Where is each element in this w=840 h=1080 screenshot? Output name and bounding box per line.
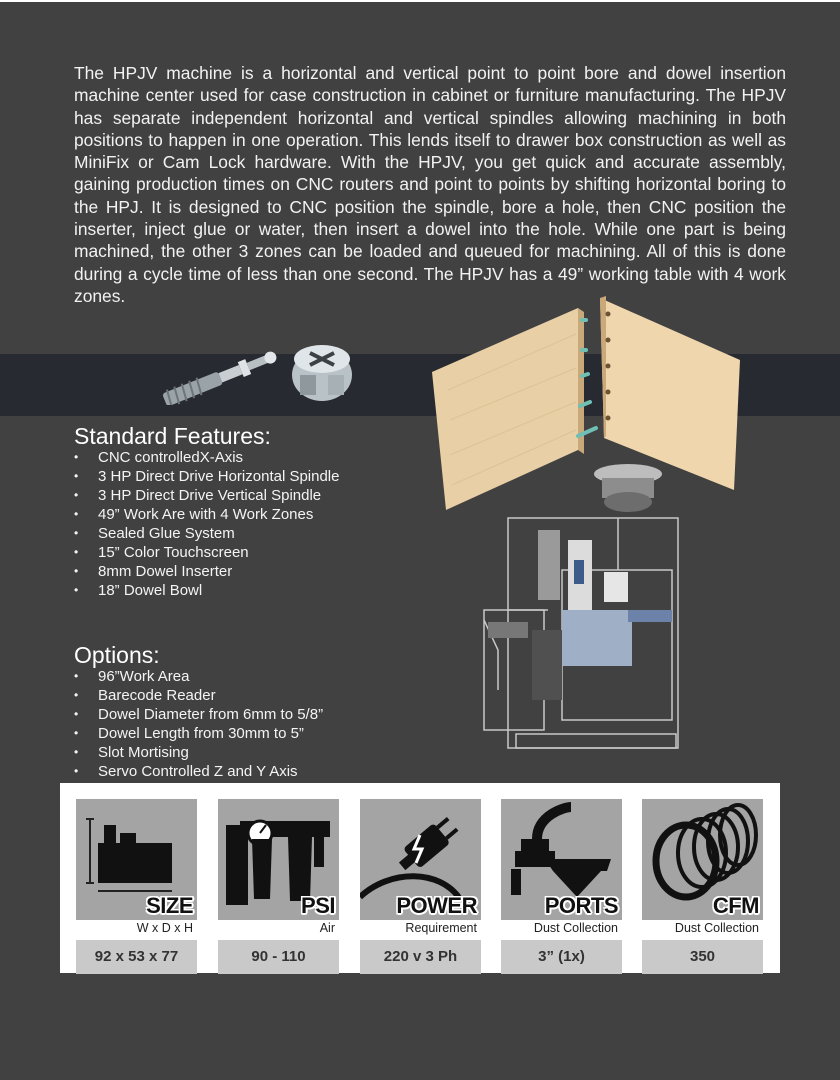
spec-strip [60,783,780,973]
list-item: • Dowel Length from 30mm to 5” [74,724,323,743]
list-item: • Barecode Reader [74,686,323,705]
spec-value: 92 x 53 x 77 [76,940,197,974]
standard-features-heading: Standard Features: [74,423,271,449]
spec-label: CFM [712,893,759,918]
list-item: • 96”Work Area [74,667,323,686]
spec-sub: Dust Collection [674,921,759,935]
spec-label: PSI [301,893,335,918]
options-list [74,667,323,781]
dimensions-icon [76,799,197,920]
top-edge [0,0,840,2]
options-heading: Options: [74,642,160,668]
spec-card-power [360,799,481,974]
spec-value: 90 - 110 [218,940,339,974]
list-item: • CNC controlledX-Axis [74,448,340,467]
list-item: • Sealed Glue System [74,524,340,543]
air-regulator-icon [218,799,339,920]
list-item: • 3 HP Direct Drive Horizontal Spindle [74,467,340,486]
spec-card-size [76,799,197,974]
list-item: • Dowel Diameter from 6mm to 5/8” [74,705,323,724]
spec-value: 220 v 3 Ph [360,940,481,974]
spec-sub: Dust Collection [533,921,618,935]
dust-port-icon [501,799,622,920]
spec-card-cfm [642,799,763,974]
power-plug-icon [360,799,481,920]
list-item: • Slot Mortising [74,743,323,762]
spec-sub: Requirement [405,921,477,935]
list-item: • Servo Controlled Z and Y Axis [74,762,323,781]
list-item: • 15” Color Touchscreen [74,543,340,562]
spec-label: PORTS [544,893,618,918]
spec-value: 350 [642,940,763,974]
intro-paragraph: The HPJV machine is a horizontal and vertical point to point bore and dowel insertion machine center used for case construction in cabinet or furniture manufacturing. The HPJV has separate independent horizontal and vertical spindles allowing machining in both positions to happen in one operation. This lends itself to drawer box construction as well as MiniFix or Cam Lock hardware. With the HPJV, you get quick and accurate assembly, gaining production times on CNC routers and point to points by shifting horizontal boring to the HPJ. It is designed to CNC position the spindle, bore a hole, then CNC position the inserter, inject glue or water, then insert a dowel into the hole. While one part is being machined, the other 3 zones can be loaded and queued for machining. All of this is done during a cycle time of less than one second. The HPJV has a 49” working table with 4 work zones. [74,63,786,306]
dowel-joint-panels-image [428,290,748,520]
cam-lock-fastener-image [150,325,360,405]
list-item: • 3 HP Direct Drive Vertical Spindle [74,486,340,505]
spec-card-ports [501,799,622,974]
spec-sub: W x D x H [136,921,193,935]
spec-sub: Air [319,921,335,935]
list-item: • 49” Work Are with 4 Work Zones [74,505,340,524]
standard-features-list [74,448,340,600]
list-item: • 18” Dowel Bowl [74,581,340,600]
spec-label: SIZE [146,893,193,918]
spec-card-psi [218,799,339,974]
duct-hose-icon [642,799,763,920]
spec-value: 3” (1x) [501,940,622,974]
list-item: • 8mm Dowel Inserter [74,562,340,581]
spec-label: POWER [396,893,477,918]
